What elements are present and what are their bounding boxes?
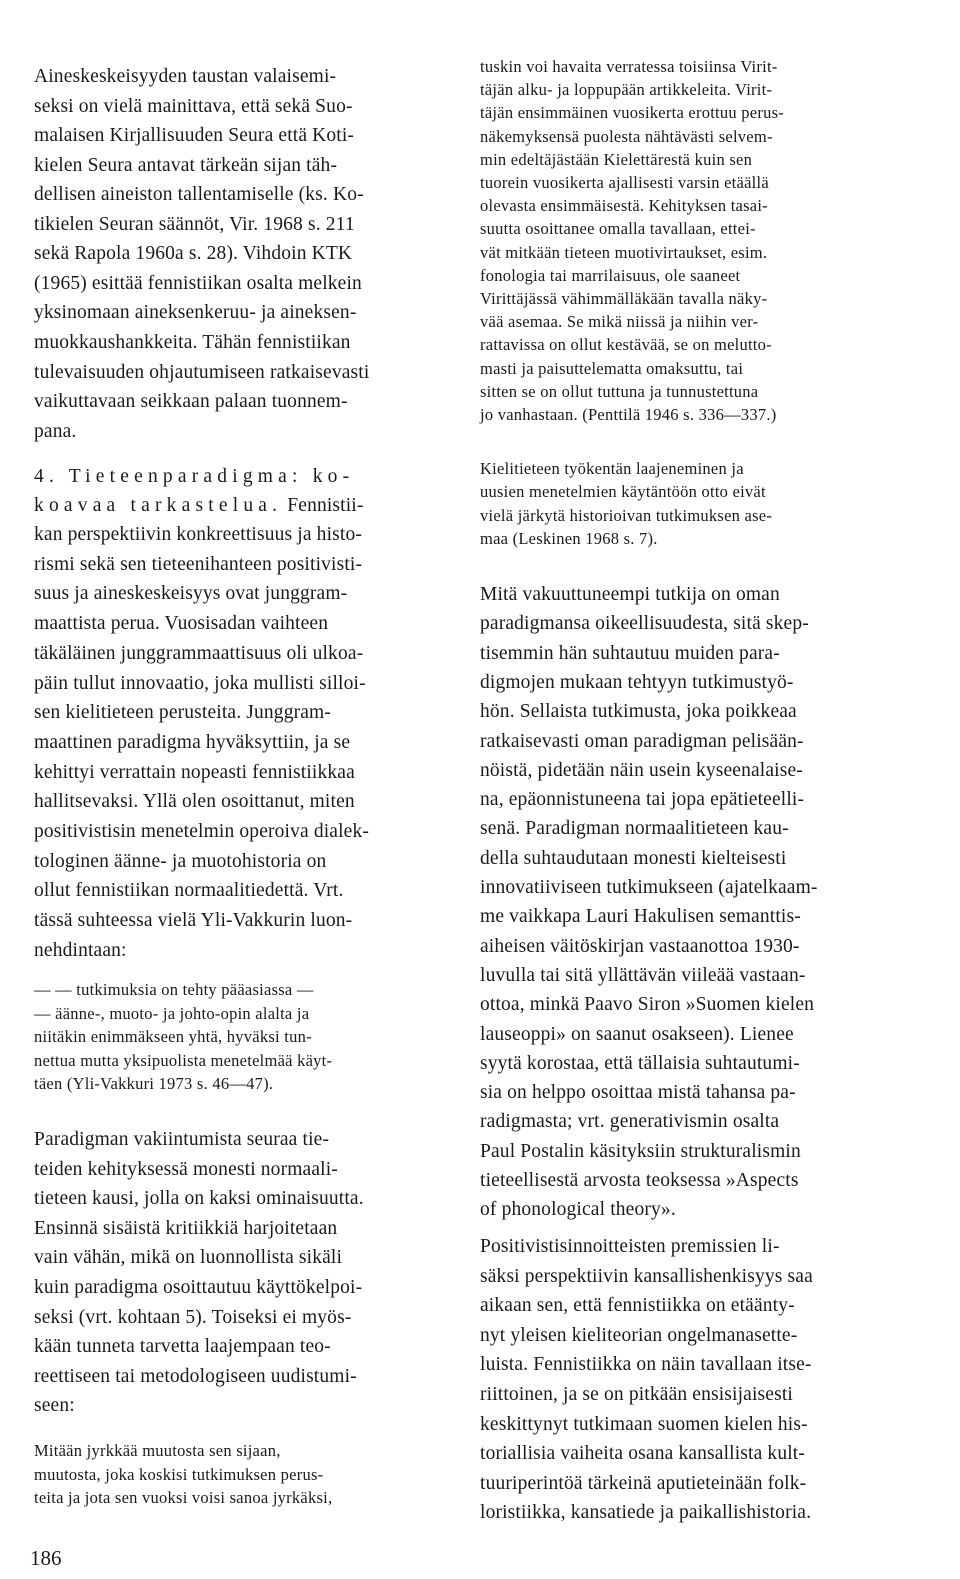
text-line: positivistisin menetelmin operoiva dialek- (34, 821, 370, 842)
text-line: loristiikka, kansatiede ja paikallishistoria. (480, 1502, 812, 1524)
text-line: seen: (34, 1395, 75, 1417)
text-line: maa (Leskinen 1968 s. 7). (480, 528, 658, 548)
text-line: reettiseen tai metodologiseen uudistumi- (34, 1365, 357, 1387)
text-line: dellisen aineiston tallentamiselle (ks. Ko- (34, 184, 364, 206)
text-line: tieteen kausi, jolla on kaksi ominaisuutta. (34, 1188, 364, 1210)
text-line: (1965) esittää fennistiikan osalta melkein (34, 272, 362, 294)
text-line: sen kielitieteen perusteita. Junggram- (34, 702, 332, 724)
text-line: kielen Seura antavat tärkeän sijan täh- (34, 154, 338, 176)
text-line: vät mitkään tieteen muotivirtaukset, esim. (480, 242, 768, 262)
text-line: ottoa, minkä Paavo Siron »Suomen kielen (480, 994, 815, 1016)
text-line: lauseoppi» on saanut osakseen). Lienee (480, 1023, 794, 1045)
text-line: tologinen äänne- ja muotohistoria on (34, 850, 327, 872)
text-line: muokkaushankkeita. Tähän fennistiikan (34, 331, 351, 353)
text-line: seksi on vielä mainittava, että sekä Suo- (34, 95, 353, 117)
text-line: masti ja paisuttelematta omaksuttu, tai (480, 358, 744, 378)
text-line: suutta osoittanee omalla tavallaan, ettei- (480, 219, 756, 239)
text-line: — äänne-, muoto- ja johto-opin alalta ja (34, 1003, 310, 1023)
text-line: aikaan sen, että fennistiikka on etäänty- (480, 1295, 795, 1317)
text-line: min edeltäjästään Kielettärestä kuin sen (480, 149, 753, 169)
text-line: sekä Rapola 1960a s. 28). Vihdoin KTK (34, 243, 353, 265)
text-line: tieteellisestä arvosta teoksessa »Aspects (480, 1170, 799, 1191)
text-line: senä. Paradigman normaalitieteen kau- (480, 818, 789, 840)
text-line: tuorein vuosikerta ajallisesti varsin etäällä (480, 173, 769, 192)
text-line: niitäkin enimmäkseen yhtä, hyväksi tun- (34, 1027, 312, 1046)
text-line: ratkaisevasti oman paradigman pelisään- (480, 730, 804, 752)
text-line: vielä järkytä historioivan tutkimuksen ase- (480, 505, 773, 525)
text-line: of phonological theory». (480, 1199, 676, 1221)
page-number: 186 (30, 1546, 62, 1570)
text-line: Kielitieteen työkentän laajeneminen ja (480, 459, 744, 478)
text-line: hallitsevaksi. Yllä olen osoittanut, miten (34, 791, 355, 813)
text-line: näkemyksensä puolesta nähtävästi selvem- (480, 126, 773, 146)
text-line: malaisen Kirjallisuuden Seura että Koti- (34, 125, 355, 147)
text-line: innovatiiviseen tutkimukseen (ajatelkaam- (480, 877, 818, 898)
text-line: radigmasta; vrt. generativismin osalta (480, 1111, 780, 1133)
text-line: aiheisen väitöskirjan vastaanottoa 1930- (480, 935, 800, 957)
text-line: ollut fennistiikan normaalitiedettä. Vrt. (34, 880, 344, 902)
text-line: toriallisia vaiheita osana kansallista kult- (480, 1443, 806, 1465)
text-line: vain vähän, mikä on luonnollista sikäli (34, 1247, 343, 1269)
text-line: pana. (34, 420, 77, 442)
text-line: kuin paradigma osoittautuu käyttökelpoi- (34, 1277, 363, 1298)
text-line: teita ja jota sen vuoksi voisi sanoa jyrkäksi, (34, 1488, 333, 1507)
text-line: luista. Fennistiikka on näin tavallaan itse- (480, 1354, 812, 1376)
text-line: — — tutkimuksia on tehty pääasiassa — (34, 980, 314, 999)
text-line: säksi perspektiivin kansallishenkisyys saa (480, 1265, 813, 1287)
text-line: muutosta, joka koskisi tutkimuksen perus- (34, 1464, 324, 1484)
text-line: teiden kehityksessä monesti normaali- (34, 1158, 338, 1180)
text-line: hön. Sellaista tutkimusta, joka poikkeaa (480, 701, 797, 723)
paragraph-start: Fennistii- (287, 495, 364, 516)
text-line: tässä suhteessa vielä Yli-Vakkurin luon- (34, 910, 353, 932)
text-line: suus ja aineskeskeisyys ovat junggram- (34, 583, 348, 605)
text-line: riittoinen, ja se on pitkään ensisijaisesti (480, 1384, 793, 1405)
text-line: nöistä, pidetään näin usein kyseenalaise- (480, 759, 803, 781)
text-line: tisemmin hän suhtautuu muiden para- (480, 642, 780, 664)
text-line: na, epäonnistuneena tai jopa epätieteelli- (480, 789, 805, 811)
text-line: vää asemaa. Se mikä niissä ja niihin ver- (480, 312, 759, 332)
text-line: maattista perua. Vuosisadan vaihteen (34, 613, 329, 635)
section-heading-text: koavaa tarkastelua. (34, 495, 283, 516)
text-line: keskittynyt tutkimaan suomen kielen his- (480, 1413, 808, 1435)
text-line: nehdintaan: (34, 939, 127, 961)
text-line: Positivistisinnoitteisten premissien li- (480, 1236, 780, 1257)
section-heading: 4. Tieteenparadigma: ko- (34, 466, 355, 487)
text-line: sia on helppo osoittaa mistä tahansa pa- (480, 1082, 796, 1104)
text-line: me vaikkapa Lauri Hakulisen semanttis- (480, 906, 801, 928)
text-line: Paradigman vakiintumista seuraa tie- (34, 1129, 330, 1150)
text-line: seksi (vrt. kohtaan 5). Toiseksi ei myös- (34, 1306, 352, 1328)
text-line: Ensinnä sisäistä kritiikkiä harjoitetaan (34, 1217, 338, 1239)
text-line: vaikuttavaan seikkaan palaan tuonnem- (34, 391, 348, 413)
text-line: maattinen paradigma hyväksyttiin, ja se (34, 731, 351, 753)
text-line: kehittyi verrattain nopeasti fennistiikkaa (34, 761, 355, 783)
text-line: täen (Yli-Vakkuri 1973 s. 46—47). (34, 1074, 274, 1093)
text-line: päin tullut innovaatio, joka mullisti silloi- (34, 672, 366, 694)
text-line: olevasta ensimmäisestä. Kehityksen tasai- (480, 196, 768, 216)
text-line: rattavissa on ollut kestävää, se on melutto- (480, 335, 772, 355)
text-line: Mitä vakuuttuneempi tutkija on oman (480, 584, 780, 605)
text-line: fonologia tai marrilaisuus, ole saaneet (480, 265, 741, 285)
text-line: luvulla tai sitä yllättävän viileää vastaan- (480, 964, 806, 986)
text-line: tuskin voi havaita verratessa toisiinsa Virit- (480, 57, 778, 76)
text-line: täkäläinen junggrammaattisuus oli ulkoa- (34, 642, 364, 664)
text-line: täjän alku- ja loppupään artikkeleita. Virit- (480, 80, 773, 100)
text-line: kan perspektiivin konkreettisuus ja histo- (34, 524, 362, 545)
text-line: tulevaisuuden ohjautumiseen ratkaisevasti (34, 361, 370, 383)
text-line: tuuriperintöä tärkeinä aputieteinään folk- (480, 1472, 807, 1494)
section-heading-continued (34, 495, 364, 517)
text-line: paradigmansa oikeellisuudesta, sitä skep- (480, 613, 809, 635)
text-line: uusien menetelmien käytäntöön otto eivät (480, 482, 766, 502)
text-line: sitten se on ollut tuttuna ja tunnustettuna (480, 381, 759, 401)
text-line: tikielen Seuran säännöt, Vir. 1968 s. 211 (34, 213, 355, 235)
text-line: digmojen mukaan tehtyyn tutkimustyö- (480, 671, 794, 693)
text-line: syytä korostaa, että tällaisia suhtautumi- (480, 1052, 800, 1074)
text-line: Aineskeskeisyyden taustan valaisemi- (34, 66, 337, 87)
text-line: nettua mutta yksipuolista menetelmää käyt- (34, 1050, 333, 1070)
text-line: kään tunneta tarvetta laajempaan teo- (34, 1336, 331, 1358)
text-line: jo vanhastaan. (Penttilä 1946 s. 336—337.) (480, 405, 777, 424)
text-line: Paul Postalin käsityksiin strukturalismin (480, 1140, 801, 1162)
text-line: della suhtaudutaan monesti kielteisesti (480, 847, 787, 869)
text-line: täjän ensimmäinen vuosikerta erottuu perus- (480, 103, 784, 123)
text-line: Virittäjässä vähimmälläkään tavalla näky- (480, 289, 768, 308)
text-line: Mitään jyrkkää muutosta sen sijaan, (34, 1441, 281, 1460)
text-line: nyt yleisen kieliteorian ongelmanasette- (480, 1324, 798, 1346)
text-line: rismi sekä sen tieteenihanteen positivisti- (34, 553, 363, 575)
text-line: yksinomaan aineksenkeruu- ja aineksen- (34, 302, 357, 324)
